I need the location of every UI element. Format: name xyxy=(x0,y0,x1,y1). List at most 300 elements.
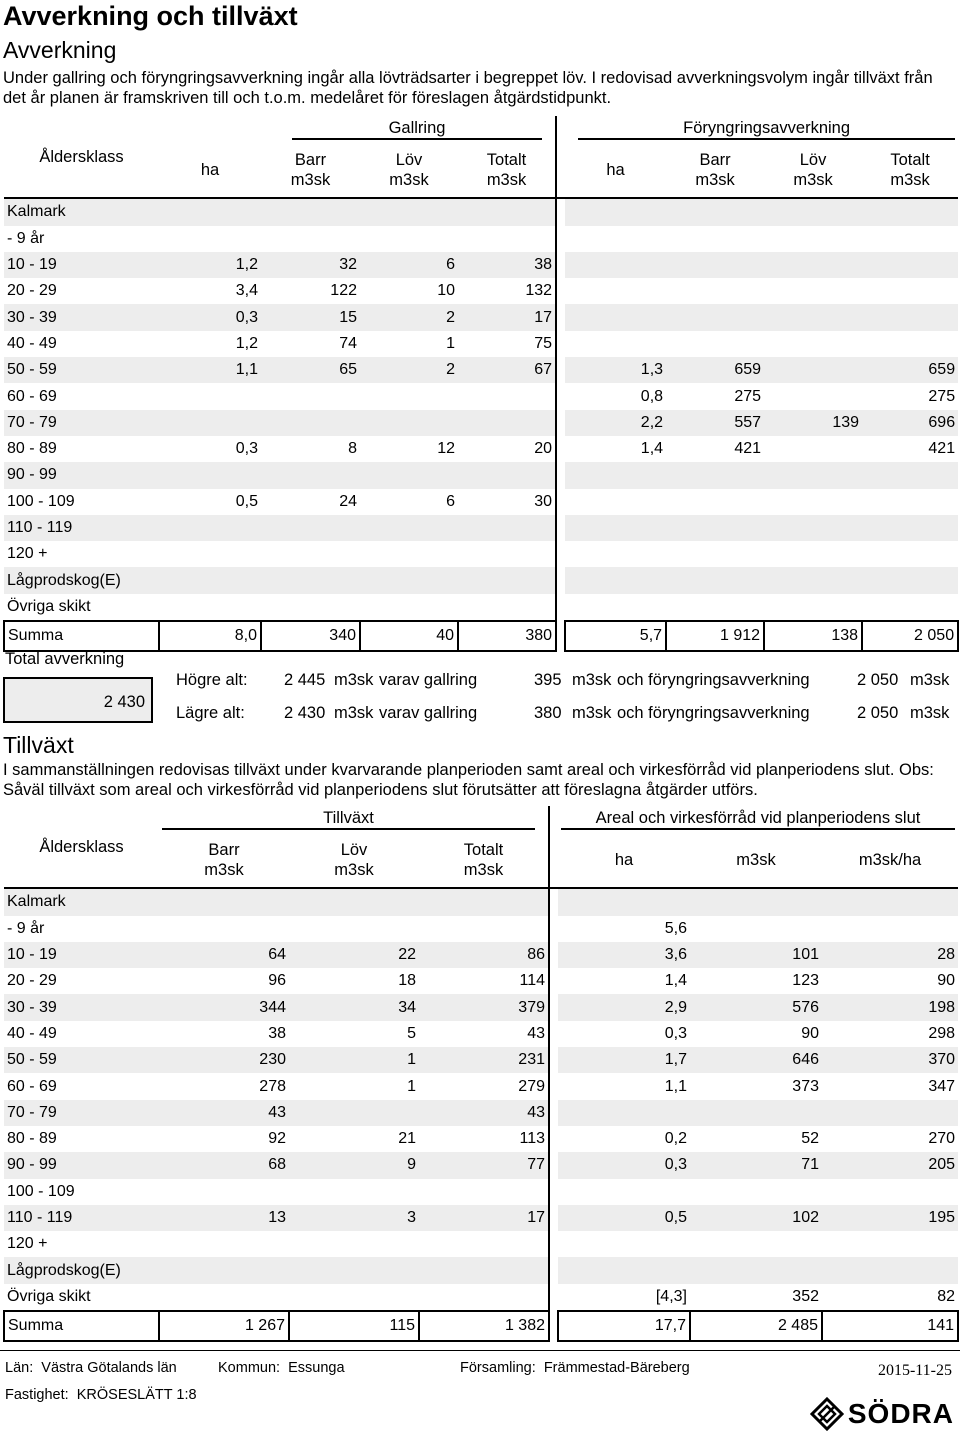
cell-m3sk: 123 xyxy=(792,972,819,990)
cell-g-lov: 6 xyxy=(446,492,455,510)
row-separator xyxy=(549,888,558,915)
summa-m3skha: 141 xyxy=(822,1311,958,1341)
cell-barr xyxy=(159,916,289,942)
hogre-unit2: m3sk xyxy=(572,671,612,689)
lagre-foryngring: 2 050 xyxy=(857,704,899,722)
avverkning-rows xyxy=(4,198,958,651)
cell-tot xyxy=(419,1257,549,1283)
footer-lan xyxy=(5,1360,177,1376)
cell-f-ha xyxy=(565,198,666,225)
table-row xyxy=(4,1257,958,1283)
table-row xyxy=(4,1152,958,1178)
table-row xyxy=(4,994,958,1020)
cell-m3skha xyxy=(822,1257,958,1283)
cell-lov xyxy=(289,1257,419,1283)
cell-f-barr xyxy=(666,278,764,304)
row-label: 90 - 99 xyxy=(4,462,159,488)
lagre-text2: och föryngringsavverkning xyxy=(617,704,810,722)
cell-barr xyxy=(159,1284,289,1311)
cell-g-ha xyxy=(159,410,261,436)
row-separator xyxy=(549,1047,558,1073)
cell-tot xyxy=(419,1284,549,1311)
col-aldersklass: Åldersklass xyxy=(4,116,159,198)
cell-ha: 1,4 xyxy=(664,972,687,990)
row-label: 60 - 69 xyxy=(7,387,57,405)
cell-f-barr xyxy=(666,331,764,357)
cell-m3sk xyxy=(690,1257,822,1283)
cell-g-tot xyxy=(458,226,556,252)
cell-f-lov xyxy=(764,278,862,304)
cell-f-tot xyxy=(862,226,958,252)
cell-g-tot: 67 xyxy=(458,357,556,383)
cell-g-ha xyxy=(159,541,261,567)
cell-f-lov: 139 xyxy=(764,410,862,436)
cell-barr: 68 xyxy=(159,1152,289,1178)
cell-ha: 2,9 xyxy=(558,994,690,1020)
row-separator xyxy=(549,1284,558,1311)
cell-f-ha: 2,2 xyxy=(565,410,666,436)
cell-g-ha: 0,5 xyxy=(235,492,258,510)
cell-ha: 0,3 xyxy=(664,1024,687,1042)
cell-f-tot xyxy=(862,331,958,357)
table-row xyxy=(4,1126,958,1152)
row-separator xyxy=(556,436,565,462)
cell-g-barr xyxy=(261,594,360,621)
cell-f-barr: 659 xyxy=(666,357,764,383)
cell-m3skha: 270 xyxy=(928,1130,956,1148)
table-row xyxy=(4,1179,958,1205)
cell-m3sk: 576 xyxy=(690,994,822,1020)
col-t-tot-unit: m3sk xyxy=(463,860,504,879)
cell-ha: 3,6 xyxy=(558,942,690,968)
cell-tot xyxy=(419,888,549,915)
cell-g-ha xyxy=(159,515,261,541)
cell-barr: 96 xyxy=(268,972,286,990)
cell-g-barr xyxy=(261,515,360,541)
cell-m3skha: 82 xyxy=(937,1287,956,1305)
table-row xyxy=(4,1047,958,1073)
avverkning-intro: Under gallring och föryngringsavverkning ingår alla lövträdsarter i begreppet löv. I redovisad avverkningsvolym ingår tillväxt från det år planen är framskriven till och t.o.m. medelåret för föreslagen åtgärdstidpunkt. xyxy=(3,69,933,107)
report-date: 2015-11-25 xyxy=(877,1362,952,1379)
cell-tot xyxy=(419,1231,549,1257)
cell-g-lov xyxy=(360,462,458,488)
cell-g-lov xyxy=(360,541,458,567)
row-separator xyxy=(556,515,565,541)
hogre-text2: och föryngringsavverkning xyxy=(617,671,810,689)
cell-barr xyxy=(159,1179,289,1205)
row-label: 90 - 99 xyxy=(4,1152,159,1178)
table-row xyxy=(4,436,958,462)
row-label: Lågprodskog(E) xyxy=(4,1257,159,1283)
cell-lov xyxy=(289,1284,419,1311)
hogre-text1: varav gallring xyxy=(379,671,478,689)
summa-label: Summa xyxy=(4,1311,159,1341)
row-separator xyxy=(549,1073,558,1099)
table-row xyxy=(4,1284,958,1311)
cell-f-lov xyxy=(764,226,862,252)
row-separator xyxy=(556,357,565,383)
cell-m3skha: 205 xyxy=(822,1152,958,1178)
total-avverkning-label: Total avverkning xyxy=(5,650,125,668)
gallring-separator xyxy=(556,116,565,198)
col-t-barr xyxy=(159,832,289,888)
cell-f-barr xyxy=(666,541,764,567)
row-separator xyxy=(549,942,558,968)
group-gallring xyxy=(159,116,556,142)
cell-barr: 13 xyxy=(159,1205,289,1231)
cell-ha xyxy=(558,888,690,915)
lagre-total: 2 430 xyxy=(284,704,326,722)
row-label: Lågprodskog(E) xyxy=(4,567,159,593)
cell-m3skha: 195 xyxy=(822,1205,958,1231)
cell-f-barr xyxy=(666,198,764,225)
lagre-unit2: m3sk xyxy=(572,704,612,722)
cell-g-ha: 3,4 xyxy=(235,282,258,300)
cell-f-tot xyxy=(862,304,958,330)
cell-m3sk: 52 xyxy=(801,1130,819,1148)
cell-g-barr xyxy=(261,198,360,225)
hogre-alt-row xyxy=(176,671,949,690)
cell-ha: 0,3 xyxy=(558,1152,690,1178)
cell-tot: 17 xyxy=(419,1205,549,1231)
summa-g-tot: 380 xyxy=(458,621,556,651)
row-separator xyxy=(549,1100,558,1126)
row-separator xyxy=(556,567,565,593)
cell-g-barr xyxy=(261,410,360,436)
cell-m3skha xyxy=(822,1100,958,1126)
row-label: 40 - 49 xyxy=(7,334,57,352)
cell-f-lov xyxy=(764,198,862,225)
cell-ha: [4,3] xyxy=(655,1287,687,1305)
cell-f-lov xyxy=(764,594,862,621)
summa-f-lov: 138 xyxy=(764,621,862,651)
cell-barr: 278 xyxy=(259,1077,286,1095)
cell-lov xyxy=(289,888,419,915)
cell-g-lov xyxy=(360,226,458,252)
col-f-lov-label: Löv xyxy=(799,150,827,169)
col-g-lov-unit: m3sk xyxy=(389,170,429,189)
cell-lov xyxy=(289,916,419,942)
cell-g-ha xyxy=(159,383,261,409)
cell-m3sk xyxy=(690,1100,822,1126)
row-separator xyxy=(556,198,565,225)
cell-g-tot xyxy=(458,410,556,436)
cell-g-lov xyxy=(360,515,458,541)
cell-g-lov xyxy=(360,198,458,225)
lan-value: Västra Götalands län xyxy=(41,1360,177,1376)
table-row xyxy=(4,357,958,383)
cell-f-tot xyxy=(862,515,958,541)
table-row xyxy=(4,331,958,357)
col-f-lov-unit: m3sk xyxy=(793,170,833,189)
hogre-total: 2 445 xyxy=(284,671,326,689)
cell-g-lov xyxy=(360,594,458,621)
cell-g-lov: 2 xyxy=(360,357,458,383)
row-label: 120 + xyxy=(7,545,48,563)
hogre-unit1: m3sk xyxy=(334,671,374,689)
cell-g-barr: 65 xyxy=(261,357,360,383)
table-row xyxy=(4,916,958,942)
cell-f-tot xyxy=(862,252,958,278)
row-separator xyxy=(549,994,558,1020)
table-row xyxy=(4,1021,958,1047)
cell-g-ha xyxy=(159,462,261,488)
cell-g-barr xyxy=(261,462,360,488)
summa-lov: 115 xyxy=(289,1311,419,1341)
col-f-tot-unit: m3sk xyxy=(890,170,930,189)
cell-lov: 22 xyxy=(289,942,419,968)
cell-f-tot xyxy=(862,198,958,225)
sodra-emblem-icon xyxy=(810,1397,844,1431)
cell-lov: 9 xyxy=(289,1152,419,1178)
col-g-lov xyxy=(360,142,458,198)
row-label: - 9 år xyxy=(7,919,45,937)
col-t-barr-label: Barr xyxy=(208,840,240,859)
row-separator xyxy=(556,331,565,357)
tillvaxt-separator xyxy=(549,806,558,888)
cell-g-lov: 10 xyxy=(437,282,455,300)
cell-g-ha xyxy=(159,198,261,225)
cell-m3skha: 198 xyxy=(822,994,958,1020)
hogre-gallring: 395 xyxy=(534,671,562,689)
cell-f-ha xyxy=(565,252,666,278)
cell-f-barr xyxy=(666,489,764,515)
cell-tot: 43 xyxy=(419,1100,549,1126)
cell-barr: 344 xyxy=(159,994,289,1020)
row-label: 70 - 79 xyxy=(4,410,159,436)
cell-g-tot: 20 xyxy=(534,440,553,458)
group-areal-label: Areal och virkesförråd vid planperiodens slut xyxy=(561,809,955,830)
summa-tot: 1 382 xyxy=(419,1311,549,1341)
hogre-foryngring: 2 050 xyxy=(857,671,899,689)
table-row xyxy=(4,226,958,252)
forsamling-label: Församling: xyxy=(460,1360,536,1376)
col-g-barr-label: Barr xyxy=(294,150,327,169)
cell-lov: 1 xyxy=(407,1077,416,1095)
cell-ha xyxy=(558,1179,690,1205)
cell-f-barr xyxy=(666,594,764,621)
col-f-barr-label: Barr xyxy=(699,150,731,169)
table-row xyxy=(4,968,958,994)
cell-m3sk xyxy=(690,916,822,942)
cell-barr: 92 xyxy=(268,1130,286,1148)
cell-barr: 230 xyxy=(159,1047,289,1073)
cell-lov xyxy=(289,1179,419,1205)
cell-ha xyxy=(558,1257,690,1283)
row-label: 120 + xyxy=(7,1235,48,1253)
cell-f-ha xyxy=(565,594,666,621)
cell-g-lov: 12 xyxy=(437,440,455,458)
cell-f-lov xyxy=(764,304,862,330)
col-f-barr-unit: m3sk xyxy=(695,170,735,189)
cell-barr xyxy=(159,888,289,915)
table-row xyxy=(4,198,958,225)
cell-f-lov xyxy=(764,489,862,515)
table-row xyxy=(4,489,958,515)
summa-separator xyxy=(549,1311,558,1341)
cell-tot: 77 xyxy=(419,1152,549,1178)
cell-f-barr xyxy=(666,462,764,488)
cell-f-lov xyxy=(764,515,862,541)
table-row xyxy=(4,278,958,304)
row-separator xyxy=(556,410,565,436)
row-label: 110 - 119 xyxy=(4,1205,159,1231)
group-foryngring xyxy=(565,116,958,142)
summa-g-lov: 40 xyxy=(360,621,458,651)
cell-tot xyxy=(419,916,549,942)
row-separator xyxy=(556,462,565,488)
cell-f-tot: 696 xyxy=(862,410,958,436)
cell-g-lov: 6 xyxy=(360,252,458,278)
table-row xyxy=(4,1205,958,1231)
cell-f-ha: 0,8 xyxy=(640,387,664,405)
sodra-logo xyxy=(810,1397,954,1431)
row-label: 10 - 19 xyxy=(4,252,159,278)
row-separator xyxy=(549,1257,558,1283)
cell-m3sk: 90 xyxy=(801,1024,819,1042)
cell-g-lov xyxy=(360,410,458,436)
row-label: Övriga skikt xyxy=(7,1287,91,1305)
cell-g-tot: 30 xyxy=(534,492,553,510)
cell-f-barr: 275 xyxy=(734,387,762,405)
group-foryngring-label: Föryngringsavverkning xyxy=(578,119,955,140)
cell-f-ha xyxy=(565,541,666,567)
cell-ha xyxy=(558,1100,690,1126)
fastighet-label: Fastighet: xyxy=(5,1387,69,1403)
cell-m3skha xyxy=(822,916,958,942)
avverkning-table xyxy=(3,116,959,652)
table-row xyxy=(4,567,958,593)
row-separator xyxy=(549,1126,558,1152)
cell-g-ha: 0,3 xyxy=(235,440,258,458)
cell-tot: 113 xyxy=(519,1130,545,1148)
row-separator xyxy=(549,968,558,994)
row-label: 80 - 89 xyxy=(7,440,57,458)
col-f-barr xyxy=(666,142,764,198)
kommun-label: Kommun: xyxy=(218,1360,281,1376)
cell-g-tot xyxy=(458,567,556,593)
cell-f-tot xyxy=(862,278,958,304)
row-separator xyxy=(549,1152,558,1178)
cell-lov: 3 xyxy=(289,1205,419,1231)
total-avverkning-value: 2 430 xyxy=(3,677,153,723)
cell-f-tot: 421 xyxy=(928,440,956,458)
cell-g-ha xyxy=(159,226,261,252)
row-separator xyxy=(556,489,565,515)
col-a-m3sk: m3sk xyxy=(690,832,822,888)
cell-g-tot xyxy=(458,515,556,541)
col-g-lov-label: Löv xyxy=(395,150,423,169)
cell-tot: 379 xyxy=(419,994,549,1020)
footer-fastighet xyxy=(5,1387,197,1403)
row-separator xyxy=(549,1021,558,1047)
col-g-ha: ha xyxy=(159,142,261,198)
summa-f-barr: 1 912 xyxy=(666,621,764,651)
cell-f-ha xyxy=(565,567,666,593)
forsamling-value: Främmestad-Bäreberg xyxy=(543,1360,690,1376)
cell-f-ha xyxy=(565,331,666,357)
cell-g-barr: 24 xyxy=(339,492,357,510)
row-label: Övriga skikt xyxy=(7,597,91,615)
cell-lov xyxy=(289,1100,419,1126)
row-separator xyxy=(556,594,565,621)
cell-f-tot xyxy=(862,489,958,515)
col-g-tot xyxy=(458,142,556,198)
cell-m3sk: 646 xyxy=(690,1047,822,1073)
cell-f-ha xyxy=(565,278,666,304)
cell-f-lov xyxy=(764,357,862,383)
table-row xyxy=(4,1073,958,1099)
cell-g-tot xyxy=(458,541,556,567)
row-label: 30 - 39 xyxy=(4,994,159,1020)
cell-m3skha: 347 xyxy=(928,1077,956,1095)
row-label: 60 - 69 xyxy=(7,1077,57,1095)
cell-m3sk: 373 xyxy=(792,1077,819,1095)
row-separator xyxy=(556,304,565,330)
cell-g-barr: 122 xyxy=(330,282,357,300)
summa-ha: 17,7 xyxy=(558,1311,690,1341)
cell-f-tot: 659 xyxy=(862,357,958,383)
cell-m3sk: 102 xyxy=(690,1205,822,1231)
row-separator xyxy=(556,278,565,304)
group-gallring-label: Gallring xyxy=(292,119,542,140)
cell-tot: 279 xyxy=(518,1077,545,1095)
col-f-tot-label: Totalt xyxy=(890,150,930,169)
tillvaxt-rows xyxy=(4,888,958,1341)
cell-barr xyxy=(159,1231,289,1257)
cell-m3sk xyxy=(690,1231,822,1257)
col-g-barr-unit: m3sk xyxy=(290,170,331,189)
col-t-tot-label: Totalt xyxy=(463,840,504,859)
cell-lov: 34 xyxy=(289,994,419,1020)
row-separator xyxy=(549,1231,558,1257)
cell-lov xyxy=(289,1231,419,1257)
cell-m3skha: 90 xyxy=(937,972,956,990)
cell-barr: 38 xyxy=(268,1024,286,1042)
table-row xyxy=(4,383,958,409)
cell-g-ha: 1,1 xyxy=(159,357,261,383)
row-label: Kalmark xyxy=(4,888,159,915)
cell-g-ha xyxy=(159,567,261,593)
summa-barr: 1 267 xyxy=(159,1311,289,1341)
col-g-tot-unit: m3sk xyxy=(486,170,527,189)
summa-f-ha: 5,7 xyxy=(565,621,666,651)
cell-g-tot: 75 xyxy=(534,334,553,352)
col-t-lov-unit: m3sk xyxy=(334,860,374,879)
cell-f-barr xyxy=(666,567,764,593)
tillvaxt-table xyxy=(3,806,959,1342)
row-label: 110 - 119 xyxy=(4,515,159,541)
cell-g-lov: 2 xyxy=(360,304,458,330)
row-separator xyxy=(549,916,558,942)
cell-f-lov xyxy=(764,462,862,488)
cell-f-barr: 421 xyxy=(734,440,762,458)
table-row xyxy=(4,410,958,436)
table-row xyxy=(4,252,958,278)
cell-ha: 1,7 xyxy=(558,1047,690,1073)
cell-g-ha: 0,3 xyxy=(159,304,261,330)
row-label: Kalmark xyxy=(4,198,159,225)
cell-f-lov xyxy=(764,541,862,567)
col-f-lov xyxy=(764,142,862,198)
cell-tot: 43 xyxy=(527,1024,545,1042)
table-row xyxy=(4,594,958,621)
table-row xyxy=(4,515,958,541)
table-row xyxy=(4,888,958,915)
col-a-ha: ha xyxy=(558,832,690,888)
col-t-lov xyxy=(289,832,419,888)
cell-lov: 5 xyxy=(407,1024,416,1042)
